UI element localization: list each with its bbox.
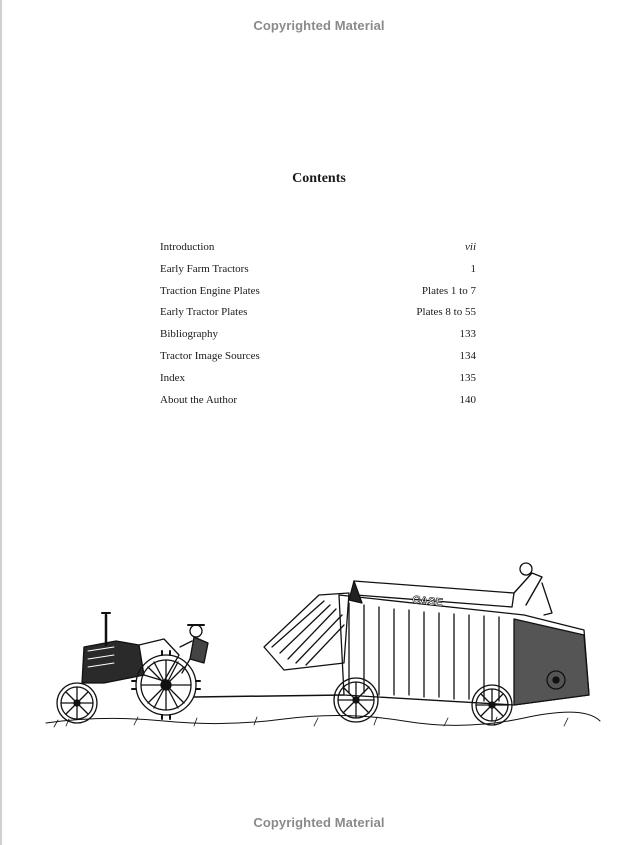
toc-entry-index[interactable]	[160, 370, 476, 392]
toc-entry-label: Introduction	[160, 241, 215, 253]
toc-entry-page: 1	[470, 262, 476, 275]
toc-entry-label: Early Farm Tractors	[160, 262, 249, 275]
toc-entry-about-the-author[interactable]	[160, 392, 476, 414]
toc-entry-label: Tractor Image Sources	[160, 349, 260, 362]
tractor-front-wheel	[57, 683, 97, 723]
toc-entry-introduction[interactable]	[160, 239, 476, 261]
toc-entry-tractor-image-sources[interactable]	[160, 348, 476, 370]
page-title: Contents	[292, 171, 346, 186]
toc-entry-label: Early Tractor Plates	[160, 306, 248, 319]
copyright-watermark-top: Copyrighted Material	[253, 18, 385, 33]
tractor-thresher-illustration	[44, 555, 604, 735]
toc-entry-label: About the Author	[160, 393, 237, 406]
page-edge	[0, 0, 2, 845]
toc-entry-page: Plates 8 to 55	[416, 306, 476, 319]
copyright-watermark-bottom: Copyrighted Material	[253, 815, 385, 830]
toc-entry-page: 134	[459, 349, 476, 362]
toc-entry-label: Bibliography	[160, 328, 219, 341]
toc-entry-label: Index	[160, 371, 186, 384]
toc-entry-bibliography[interactable]	[160, 326, 476, 348]
toc-entry-page: 133	[459, 328, 476, 341]
toc-entry-traction-engine-plates[interactable]	[160, 283, 476, 305]
toc-entry-page: 140	[459, 393, 476, 406]
toc-entry-early-farm-tractors[interactable]	[160, 261, 476, 283]
toc-entry-page: vii	[465, 241, 476, 253]
machine-lettering: CASE	[411, 594, 444, 610]
toc-entry-label: Traction Engine Plates	[160, 284, 260, 297]
toc-entry-page: 135	[459, 371, 476, 384]
thresher-rear-wheel	[472, 685, 512, 725]
toc-entry-early-tractor-plates[interactable]	[160, 304, 476, 326]
table-of-contents	[160, 239, 476, 413]
toc-entry-page: Plates 1 to 7	[421, 284, 476, 297]
tractor-driver	[180, 625, 208, 673]
thresher-front-wheel	[334, 678, 378, 722]
